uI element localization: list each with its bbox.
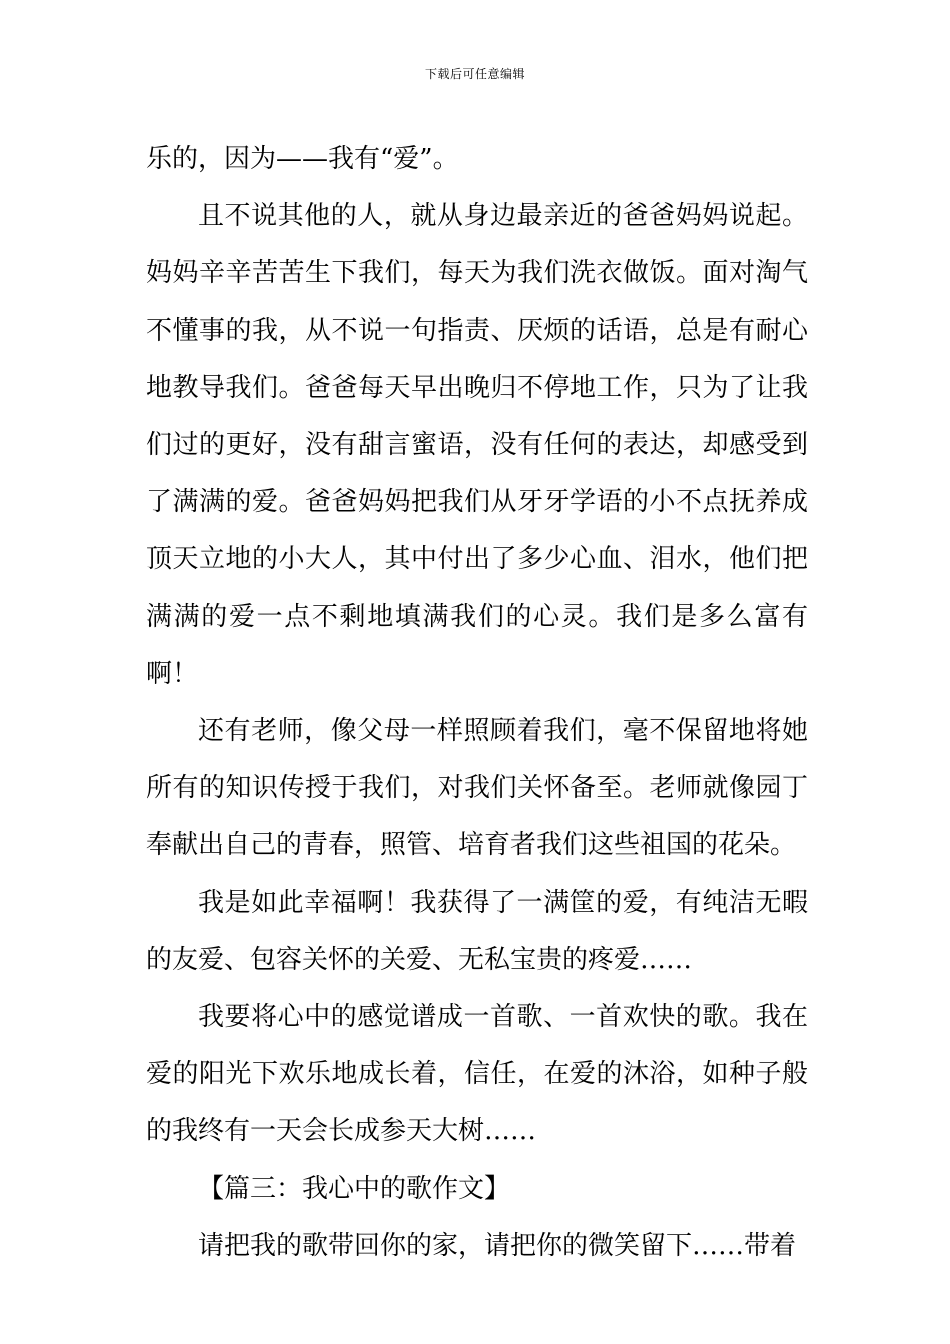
document-body: [146, 131, 808, 1275]
paragraph-continuation: 乐的，因为——我有“爱”。: [146, 144, 459, 174]
paragraph-section-start: 请把我的歌带回你的家，请把你的微笑留下……带着: [198, 1230, 797, 1261]
paragraph-parents: 且不说其他的人，就从身边最亲近的爸爸妈妈说起。妈妈辛辛苦苦生下我们，每天为我们洗衣做饭。面对淘气不懂事的我，从不说一句指责、厌烦的话语，总是有耐心地教导我们。爸爸每天早出晚归不停地工作，只为了让我们过的更好，没有甜言蜜语，没有任何的表达，却感受到了满满的爱。爸爸妈妈把我们从牙牙学语的小不点抚养成顶天立地的小大人，其中付出了多少心血、泪水，他们把满满的爱一点不剩地填满我们的心灵。我们是多么富有啊！: [146, 201, 808, 689]
page-header: 下载后可任意编辑: [424, 67, 525, 81]
section-heading: 【篇三：我心中的歌作文】: [198, 1173, 511, 1204]
paragraph-teacher: 还有老师，像父母一样照顾着我们，毫不保留地将她所有的知识传授于我们，对我们关怀备至。老师就像园丁奉献出自己的青春，照管、培育者我们这些祖国的花朵。: [146, 716, 808, 861]
paragraph-happiness: 我是如此幸福啊！我获得了一满筐的爱，有纯洁无暇的友爱、包容关怀的关爱、无私宝贵的疼爱……: [146, 887, 808, 975]
paragraph-song: 我要将心中的感觉谱成一首歌、一首欢快的歌。我在爱的阳光下欢乐地成长着，信任，在爱的沐浴，如种子般的我终有一天会长成参天大树……: [146, 1002, 808, 1147]
